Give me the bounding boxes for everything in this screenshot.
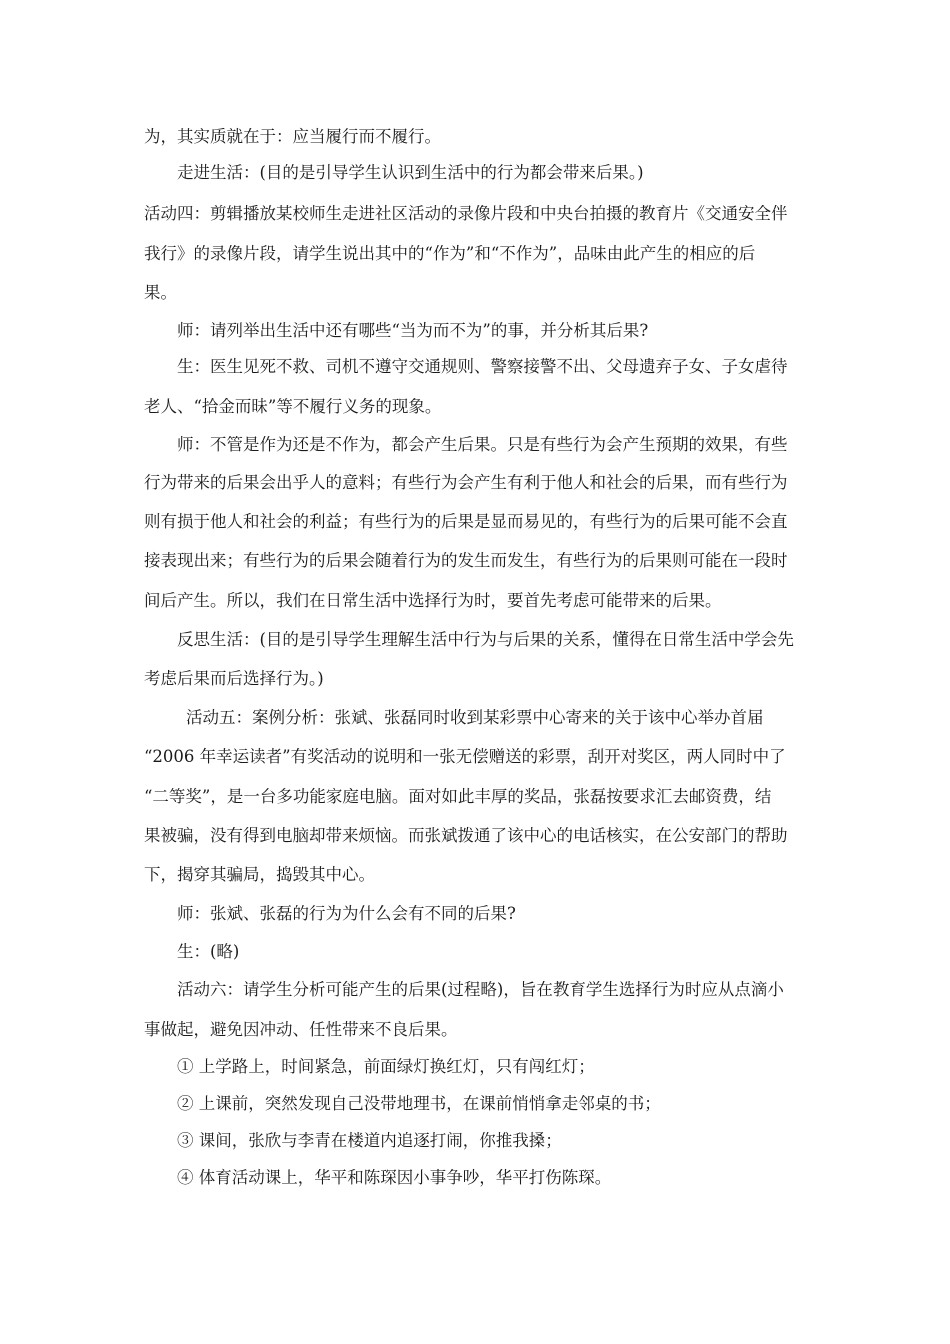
text-line: 接表现出来；有些行为的后果会随着行为的发生而发生，有些行为的后果则可能在一段时	[144, 551, 788, 570]
text-line: 活动五：案例分析：张斌、张磊同时收到某彩票中心寄来的关于该中心举办首届	[186, 708, 764, 727]
text-line: 间后产生。所以，我们在日常生活中选择行为时，要首先考虑可能带来的后果。	[144, 591, 722, 610]
list-item: ④ 体育活动课上，华平和陈琛因小事争吵，华平打伤陈琛。	[177, 1168, 612, 1187]
text-line: 为，其实质就在于：应当履行而不履行。	[144, 127, 441, 146]
text-line: 行为带来的后果会出乎人的意料；有些行为会产生有利于他人和社会的后果，而有些行为	[144, 473, 788, 492]
text-line: 活动四：剪辑播放某校师生走进社区活动的录像片段和中央台拍摄的教育片《交通安全伴	[144, 204, 788, 223]
text-line: 生：(略)	[177, 942, 240, 961]
text-line: 老人、“拾金而昧”等不履行义务的现象。	[144, 397, 442, 416]
text-line: 师：请列举出生活中还有哪些“当为而不为”的事，并分析其后果?	[177, 321, 649, 340]
text-line: 师：张斌、张磊的行为为什么会有不同的后果?	[177, 904, 516, 923]
text-line: 活动六：请学生分析可能产生的后果(过程略)，旨在教育学生选择行为时应从点滴小	[177, 980, 784, 999]
list-item: ① 上学路上，时间紧急，前面绿灯换红灯，只有闯红灯；	[177, 1057, 595, 1076]
text-line: 我行》的录像片段，请学生说出其中的“作为”和“不作为”，品味由此产生的相应的后	[144, 244, 756, 263]
text-line: 则有损于他人和社会的利益；有些行为的后果是显而易见的，有些行为的后果可能不会直	[144, 512, 788, 531]
text-line: 下，揭穿其骗局，捣毁其中心。	[144, 865, 375, 884]
text-line: “二等奖”，是一台多功能家庭电脑。面对如此丰厚的奖品，张磊按要求汇去邮资费，结	[144, 787, 772, 806]
text-line: 生：医生见死不救、司机不遵守交通规则、警察接警不出、父母遗弃子女、子女虐待	[177, 357, 788, 376]
text-line: 事做起，避免因冲动、任性带来不良后果。	[144, 1020, 458, 1039]
text-line: 考虑后果而后选择行为。)	[144, 669, 324, 688]
text-line: 果。	[144, 283, 177, 302]
list-item: ③ 课间，张欣与李青在楼道内追逐打闹，你推我搡；	[177, 1131, 562, 1150]
text-line: 师：不管是作为还是不作为，都会产生后果。只是有些行为会产生预期的效果，有些	[177, 435, 788, 454]
text-line: 走进生活：(目的是引导学生认识到生活中的行为都会带来后果。)	[177, 163, 644, 182]
text-line: 反思生活：(目的是引导学生理解生活中行为与后果的关系，懂得在日常生活中学会先	[177, 630, 794, 649]
text-line: 果被骗，没有得到电脑却带来烦恼。而张斌拨通了该中心的电话核实，在公安部门的帮助	[144, 826, 788, 845]
text-line: “2006 年幸运读者”有奖活动的说明和一张无偿赠送的彩票，刮开对奖区，两人同时中了	[144, 747, 786, 766]
list-item: ② 上课前，突然发现自己没带地理书，在课前悄悄拿走邻桌的书；	[177, 1094, 661, 1113]
